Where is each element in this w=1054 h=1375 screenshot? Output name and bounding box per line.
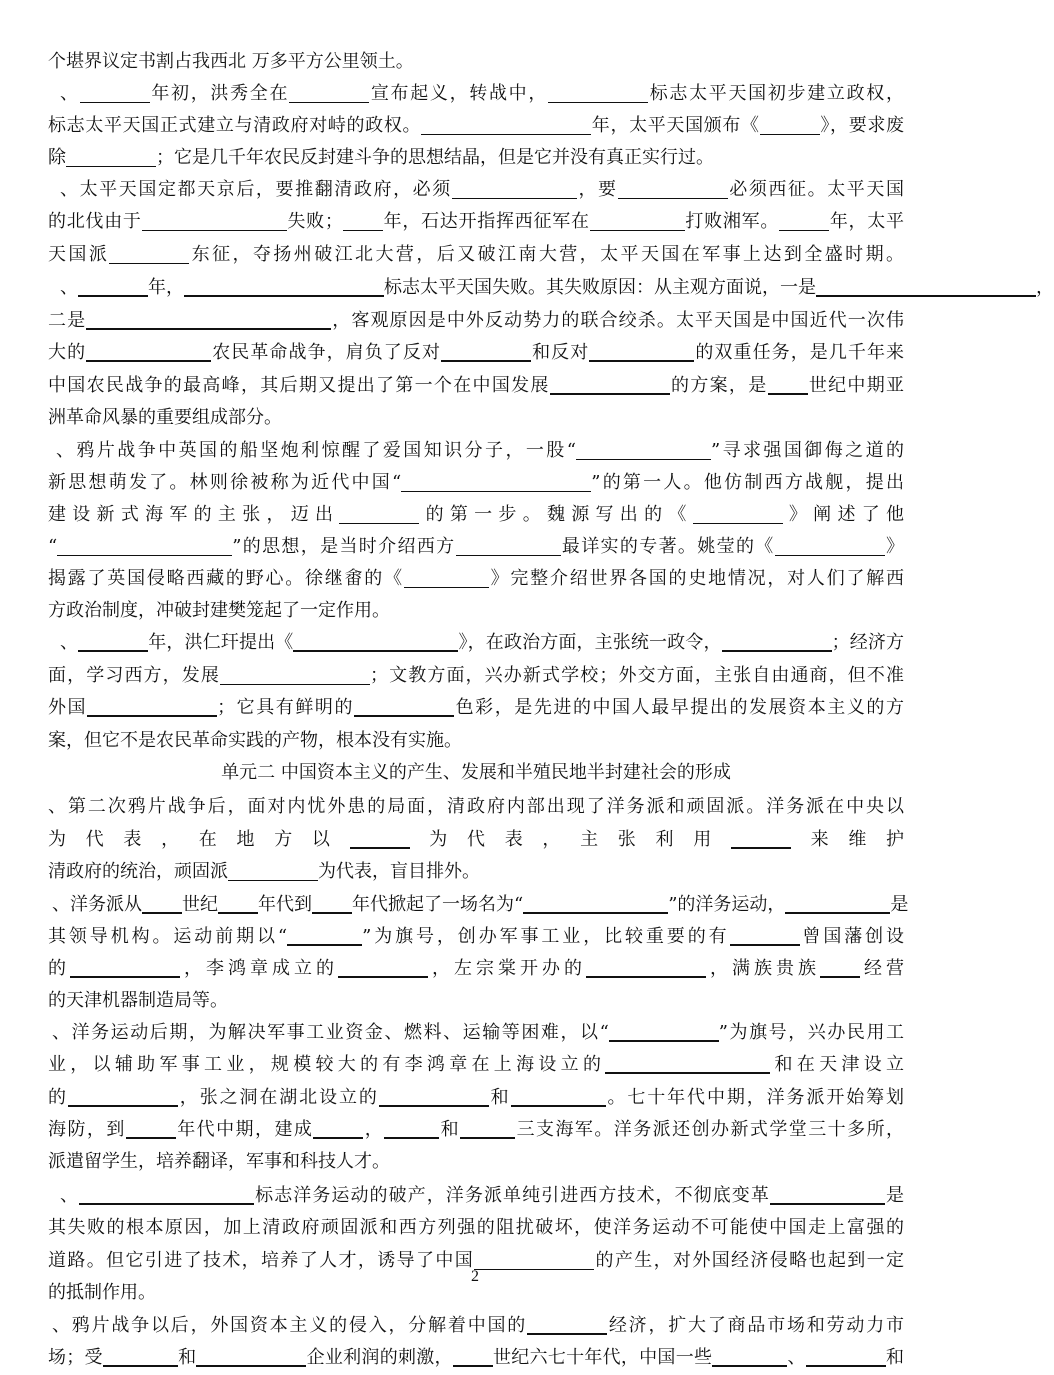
line-text: 来维护 bbox=[790, 829, 905, 850]
line-text: 中国农民战争的最高峰，其后期又提出了第一个在中国发展 bbox=[48, 375, 550, 396]
line-text: ；经济方 bbox=[831, 632, 905, 653]
text-line bbox=[48, 205, 904, 239]
blank-underline[interactable] bbox=[523, 890, 668, 914]
text-line bbox=[48, 109, 904, 143]
line-text: 最详实的专著。姚莹的《 bbox=[560, 536, 775, 557]
text-line bbox=[48, 1081, 904, 1115]
line-text: 曾国藩创设 bbox=[799, 926, 905, 947]
blank-underline[interactable] bbox=[589, 338, 694, 362]
line-text: 年，太平天国颁布《 bbox=[591, 115, 760, 136]
blank-underline[interactable] bbox=[609, 1018, 719, 1042]
text-line bbox=[48, 952, 904, 986]
text-line bbox=[48, 984, 904, 1018]
line-text: 、鸦片战争中英国的船坚炮利惊醒了爱国知识分子，一股“ bbox=[56, 440, 576, 461]
line-text: 东征，夺扬州破江北大营，后又破江南大营，太平天国在军事上达到全盛时期。 bbox=[189, 244, 904, 265]
line-text: 年代掀起了一场名为“ bbox=[352, 894, 524, 915]
text-line bbox=[48, 466, 904, 500]
line-text: 年代到 bbox=[258, 894, 312, 915]
line-text: 和 bbox=[488, 1087, 511, 1108]
text-line bbox=[48, 855, 904, 889]
line-text: ”寻求强国御侮之道的 bbox=[710, 440, 905, 461]
line-text: 建设新式海军的主张，迈出 bbox=[48, 504, 340, 525]
line-text: 、太平天国定都天京后，要推翻清政府，必须 bbox=[60, 179, 452, 200]
line-text: 海防，到 bbox=[48, 1119, 126, 1140]
line-text: 的抵制作用。 bbox=[48, 1282, 156, 1303]
text-line bbox=[48, 888, 909, 922]
line-text: 和 bbox=[439, 1119, 461, 1140]
line-text: 年代中期，建成 bbox=[175, 1119, 314, 1140]
line-text: 是 bbox=[890, 894, 909, 915]
text-line bbox=[48, 724, 904, 758]
line-text: 》阐述了他 bbox=[782, 504, 905, 525]
blank-underline[interactable] bbox=[86, 306, 331, 330]
line-text: 、 bbox=[60, 277, 78, 298]
line-text: 。七十年代中期，洋务派开始筹划 bbox=[605, 1087, 905, 1108]
line-text: 失败； bbox=[286, 211, 343, 232]
blank-underline[interactable] bbox=[109, 241, 189, 264]
blank-underline[interactable] bbox=[768, 371, 808, 395]
blank-underline[interactable] bbox=[731, 825, 791, 849]
blank-underline[interactable] bbox=[354, 693, 454, 717]
line-text: 、 bbox=[60, 1185, 80, 1206]
text-line bbox=[48, 691, 904, 725]
blank-underline[interactable] bbox=[293, 628, 458, 652]
line-text: 企业利润的刺激， bbox=[306, 1347, 453, 1368]
line-text: ，满族贵族 bbox=[706, 958, 820, 979]
blank-underline[interactable] bbox=[379, 1083, 489, 1107]
text-line bbox=[48, 401, 904, 435]
blank-underline[interactable] bbox=[760, 112, 820, 135]
line-text: 的第一步。魏源写出的《 bbox=[419, 504, 693, 525]
line-text: ”的第一人。他仿制西方战舰，提出 bbox=[591, 472, 905, 493]
line-text: 外国 bbox=[48, 697, 88, 718]
line-text: 个堪界议定书割占我西北 bbox=[48, 51, 246, 72]
blank-underline[interactable] bbox=[66, 144, 156, 167]
line-text: 和 bbox=[885, 1347, 905, 1368]
line-text: 、 bbox=[60, 83, 80, 104]
text-line bbox=[48, 1309, 904, 1343]
text-line bbox=[48, 271, 1054, 305]
blank-underline[interactable] bbox=[218, 890, 258, 914]
line-text: 、洋务运动后期，为解决军事工业资金、燃料、运输等困难，以“ bbox=[52, 1022, 609, 1043]
line-text: ”为旗号，兴办民用工 bbox=[718, 1022, 905, 1043]
line-text: 标志太平天国正式建立与清政府对峙的政权。 bbox=[48, 115, 422, 136]
line-text: 和在天津设立 bbox=[770, 1054, 905, 1075]
line-text: 大的 bbox=[48, 342, 87, 363]
line-text: 年，洪仁玕提出《 bbox=[148, 632, 294, 653]
blank-underline[interactable] bbox=[775, 533, 885, 556]
line-text: 为代表，盲目排外。 bbox=[318, 861, 480, 882]
line-text: “ bbox=[48, 536, 58, 557]
blank-underline[interactable] bbox=[586, 954, 706, 978]
line-text: 面，学习西方，发展 bbox=[48, 665, 220, 686]
blank-underline[interactable] bbox=[770, 1181, 885, 1205]
blank-underline[interactable] bbox=[722, 628, 832, 652]
blank-underline[interactable] bbox=[693, 501, 783, 524]
line-text: 为代表，主张利用 bbox=[409, 829, 731, 850]
line-text: 、鸦片战争以后，外国资本主义的侵入，分解着中国的 bbox=[52, 1315, 528, 1336]
line-text: 世纪中期亚 bbox=[807, 375, 905, 396]
blank-underline[interactable] bbox=[126, 1115, 176, 1139]
text-line bbox=[48, 823, 904, 857]
line-text: 、 bbox=[60, 632, 79, 653]
line-text: 的 bbox=[48, 958, 70, 979]
line-text: 为代表，在地方以 bbox=[48, 829, 350, 850]
line-text: ”的洋务运动， bbox=[668, 894, 786, 915]
text-line bbox=[48, 1016, 904, 1050]
text-line bbox=[48, 920, 904, 954]
line-text: 、第二次鸦片战争后，面对内忧外患的局面，清政府内部出现了洋务派和顽固派。洋务派在中央以 bbox=[48, 796, 904, 817]
text-line bbox=[48, 594, 904, 628]
line-text: 和 bbox=[177, 1347, 197, 1368]
line-text: 必须西征。太平天国 bbox=[727, 179, 904, 200]
blank-underline[interactable] bbox=[289, 80, 369, 103]
text-line bbox=[48, 1179, 904, 1213]
text-line bbox=[48, 1145, 904, 1179]
blank-underline[interactable] bbox=[712, 1343, 787, 1367]
blank-underline[interactable] bbox=[779, 208, 829, 231]
blank-underline[interactable] bbox=[103, 1343, 178, 1367]
line-text: 派遣留学生，培养翻译，军事和科技人才。 bbox=[48, 1151, 390, 1172]
blank-underline[interactable] bbox=[460, 1115, 515, 1139]
text-line bbox=[48, 659, 904, 693]
line-text: ， bbox=[1036, 277, 1054, 298]
text-line bbox=[48, 1211, 904, 1245]
line-text: 除 bbox=[48, 147, 66, 168]
line-text: 单元二 中国资本主义的产生、发展和半殖民地半封建社会的形成 bbox=[221, 762, 731, 783]
blank-underline[interactable] bbox=[527, 1311, 607, 1335]
line-text: 经济，扩大了商品市场和劳动力市 bbox=[607, 1315, 904, 1336]
blank-underline[interactable] bbox=[80, 80, 150, 103]
line-text: 清政府的统治，顽固派 bbox=[48, 861, 228, 882]
blank-underline[interactable] bbox=[548, 80, 648, 103]
page-number: 2 bbox=[471, 1268, 479, 1285]
line-text: ，张之洞在湖北设立的 bbox=[177, 1087, 379, 1108]
text-line bbox=[48, 369, 904, 403]
blank-underline[interactable] bbox=[343, 208, 383, 231]
blank-underline[interactable] bbox=[605, 1050, 770, 1074]
blank-underline[interactable] bbox=[57, 533, 232, 556]
line-text: 标志太平天国失败。其失败原因：从主观方面说，一是 bbox=[384, 277, 816, 298]
text-line bbox=[48, 304, 904, 338]
line-text: 年，太平 bbox=[829, 211, 905, 232]
blank-underline[interactable] bbox=[287, 922, 362, 946]
line-text: 新思想萌发了。林则徐被称为近代中国“ bbox=[48, 472, 402, 493]
line-text: ， bbox=[363, 1119, 385, 1140]
line-text: 》完整介绍世界各国的史地情况，对人们了解西 bbox=[488, 568, 905, 589]
blank-underline[interactable] bbox=[70, 954, 180, 978]
line-text: ；文教方面，兴办新式学校；外交方面，主张自由通商，但不准 bbox=[370, 665, 904, 686]
line-text: ”的思想，是当时介绍西方 bbox=[232, 536, 456, 557]
blank-underline[interactable] bbox=[220, 662, 370, 685]
blank-underline[interactable] bbox=[339, 501, 419, 524]
section-heading bbox=[48, 756, 904, 790]
line-text: 场；受 bbox=[48, 1347, 103, 1368]
line-text: 的天津机器制造局等。 bbox=[48, 990, 228, 1011]
blank-underline[interactable] bbox=[550, 371, 670, 395]
blank-underline[interactable] bbox=[86, 338, 211, 362]
blank-underline[interactable] bbox=[401, 469, 591, 492]
line-text: 年， bbox=[148, 277, 184, 298]
line-text: 方政治制度，冲破封建樊笼起了一定作用。 bbox=[48, 600, 390, 621]
text-line bbox=[48, 562, 904, 596]
text-line bbox=[48, 336, 904, 370]
line-text: 》，在政治方面，主张统一政令， bbox=[458, 632, 722, 653]
line-text: 和反对 bbox=[531, 342, 590, 363]
line-text: 万多平方公里领土。 bbox=[251, 51, 414, 72]
text-line bbox=[48, 1341, 904, 1375]
text-line bbox=[48, 45, 904, 79]
text-line bbox=[48, 77, 904, 111]
line-text: 、洋务派从 bbox=[52, 894, 142, 915]
blank-underline[interactable] bbox=[87, 693, 217, 717]
line-text: 洲革命风暴的重要组成部分。 bbox=[48, 407, 282, 428]
blank-underline[interactable] bbox=[78, 628, 148, 652]
line-text: 经营 bbox=[860, 958, 904, 979]
line-text: ；它具有鲜明的 bbox=[217, 697, 355, 718]
blank-underline[interactable] bbox=[79, 1181, 254, 1205]
line-text: 色彩，是先进的中国人最早提出的发展资本主义的方 bbox=[454, 697, 904, 718]
line-text: 的产生，对外国经济侵略也起到一定 bbox=[594, 1250, 905, 1271]
blank-underline[interactable] bbox=[816, 273, 1036, 297]
blank-underline[interactable] bbox=[590, 208, 685, 231]
blank-underline[interactable] bbox=[68, 1083, 178, 1107]
line-text: 道路。但它引进了技术，培养了人才，诱导了中国 bbox=[48, 1250, 475, 1271]
line-text: ，要 bbox=[576, 179, 618, 200]
line-text: ，左宗棠开办的 bbox=[428, 958, 586, 979]
line-text: 揭露了英国侵略西藏的野心。徐继畬的《 bbox=[48, 568, 404, 589]
blank-underline[interactable] bbox=[474, 1247, 594, 1270]
line-text: 三支海军。洋务派还创办新式学堂三十多所， bbox=[515, 1119, 905, 1140]
blank-underline[interactable] bbox=[142, 890, 182, 914]
blank-underline[interactable] bbox=[806, 1343, 886, 1367]
blank-underline[interactable] bbox=[511, 1083, 606, 1107]
line-text: 的北伐由于 bbox=[48, 211, 142, 232]
line-text: ；它是几千年农民反封建斗争的思想结晶，但是它并没有真正实行过。 bbox=[156, 147, 714, 168]
line-text: 的 bbox=[48, 1087, 68, 1108]
text-line bbox=[48, 530, 904, 564]
blank-underline[interactable] bbox=[312, 890, 352, 914]
text-line bbox=[48, 238, 904, 272]
line-text: 》 bbox=[884, 536, 904, 557]
line-text: 打败湘军。 bbox=[684, 211, 780, 232]
text-line bbox=[48, 141, 904, 175]
line-text: 案，但它不是农民革命实践的产物，根本没有实施。 bbox=[48, 730, 462, 751]
blank-underline[interactable] bbox=[576, 437, 711, 460]
line-text: 世纪 bbox=[182, 894, 218, 915]
text-line bbox=[48, 173, 904, 207]
line-text: 年，石达开指挥西征军在 bbox=[382, 211, 590, 232]
blank-underline[interactable] bbox=[313, 1115, 363, 1139]
blank-underline[interactable] bbox=[350, 825, 410, 849]
line-text: 标志太平天国初步建立政权， bbox=[648, 83, 904, 104]
text-line bbox=[48, 434, 904, 468]
blank-underline[interactable] bbox=[453, 1343, 493, 1367]
line-text: 其失败的根本原因，加上清政府顽固派和西方列强的阻扰破坏，使洋务运动不可能使中国走上富强的 bbox=[48, 1217, 904, 1238]
line-text: 年初，洪秀全在 bbox=[149, 83, 290, 104]
line-text: 二是 bbox=[48, 310, 87, 331]
blank-underline[interactable] bbox=[404, 565, 489, 588]
blank-underline[interactable] bbox=[421, 112, 591, 135]
text-line bbox=[48, 1048, 904, 1082]
blank-underline[interactable] bbox=[184, 273, 384, 297]
line-text: 其领导机构。运动前期以“ bbox=[48, 926, 288, 947]
blank-underline[interactable] bbox=[78, 273, 148, 297]
line-text: 天国派 bbox=[48, 244, 110, 265]
line-text: 农民革命战争，肩负了反对 bbox=[211, 342, 442, 363]
blank-underline[interactable] bbox=[142, 208, 287, 231]
blank-underline[interactable] bbox=[196, 1343, 306, 1367]
text-line bbox=[48, 790, 904, 824]
line-text: ，李鸿章成立的 bbox=[180, 958, 338, 979]
blank-underline[interactable] bbox=[456, 533, 561, 556]
blank-underline[interactable] bbox=[338, 954, 428, 978]
text-line bbox=[48, 498, 904, 532]
line-text: 业，以辅助军事工业，规模较大的有李鸿章在上海设立的 bbox=[48, 1054, 606, 1075]
blank-underline[interactable] bbox=[618, 176, 728, 199]
line-text: 是 bbox=[884, 1185, 905, 1206]
blank-underline[interactable] bbox=[452, 176, 577, 199]
line-text: ，客观原因是中外反动势力的联合绞杀。太平天国是中国近代一次伟 bbox=[331, 310, 904, 331]
text-line bbox=[48, 1113, 904, 1147]
line-text: ”为旗号，创办军事工业，比较重要的有 bbox=[362, 926, 730, 947]
blank-underline[interactable] bbox=[441, 338, 531, 362]
line-text: 的双重任务，是几千年来 bbox=[694, 342, 905, 363]
line-text: 》，要求废 bbox=[819, 115, 905, 136]
line-text: 标志洋务运动的破产，洋务派单纯引进西方技术，不彻底变革 bbox=[254, 1185, 770, 1206]
blank-underline[interactable] bbox=[785, 890, 890, 914]
blank-underline[interactable] bbox=[730, 922, 800, 946]
line-text: 的方案，是 bbox=[669, 375, 768, 396]
blank-underline[interactable] bbox=[228, 858, 318, 881]
line-text: 宣布起义，转战中， bbox=[369, 83, 549, 104]
text-line bbox=[48, 626, 904, 660]
line-text: 世纪六七十年代，中国一些 bbox=[492, 1347, 713, 1368]
blank-underline[interactable] bbox=[384, 1115, 439, 1139]
blank-underline[interactable] bbox=[820, 954, 860, 978]
line-text: 、 bbox=[787, 1347, 806, 1368]
